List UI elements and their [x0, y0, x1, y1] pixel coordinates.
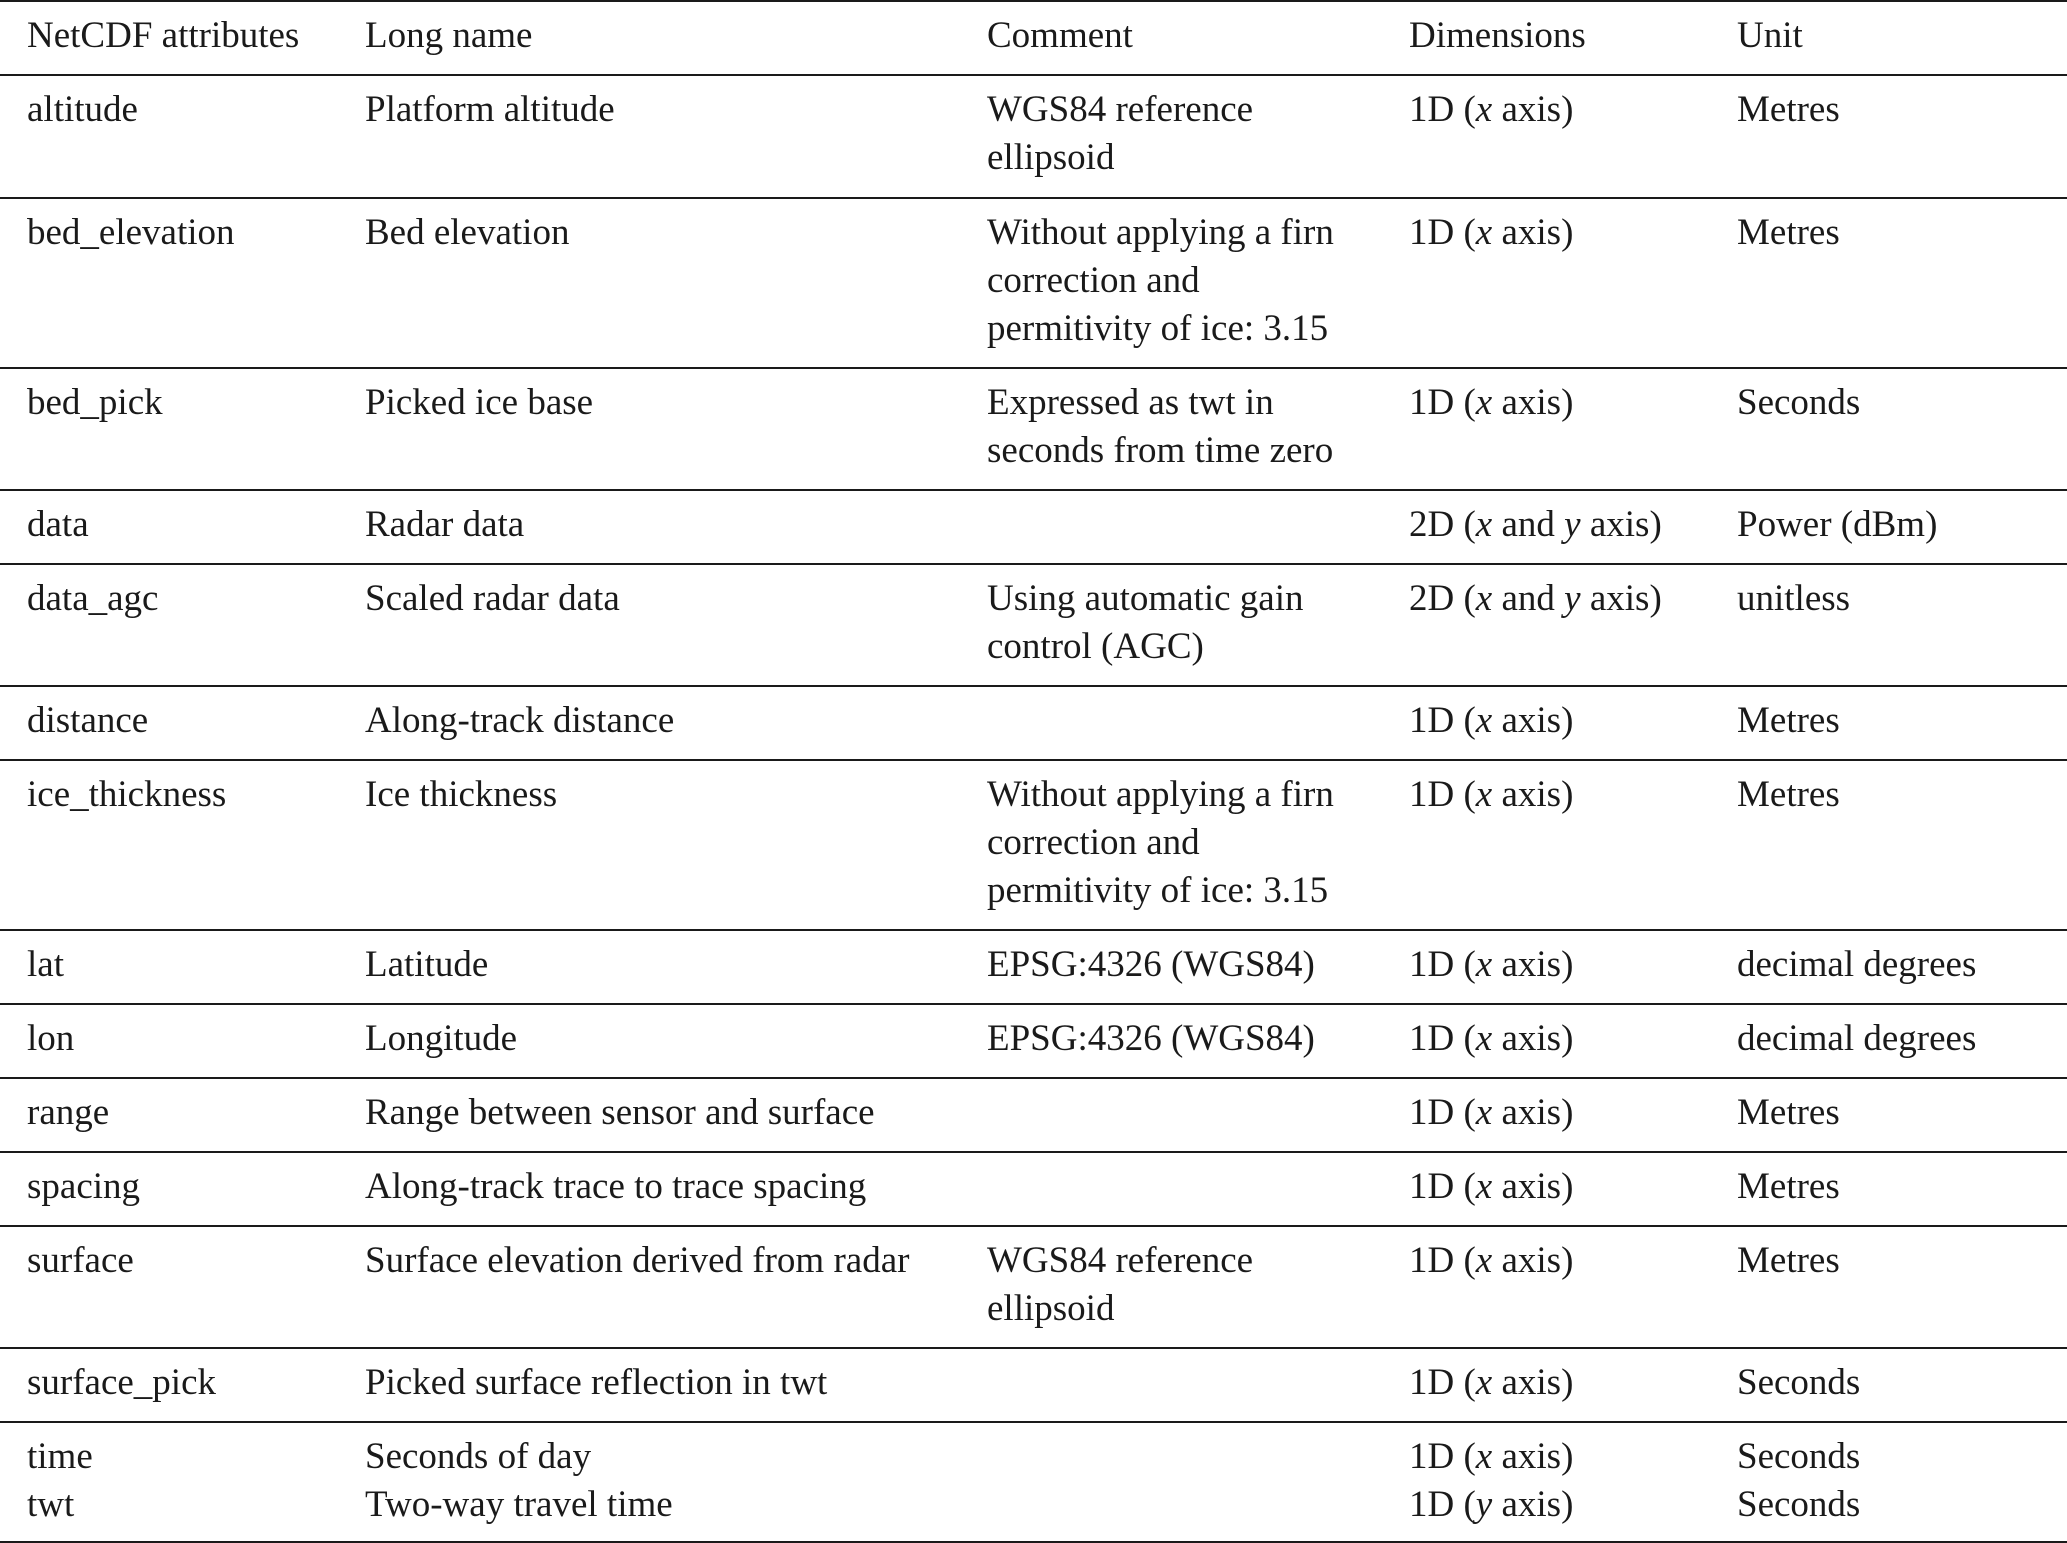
header-row [0, 0, 2067, 74]
dimensions [1409, 771, 1573, 819]
table-row [0, 1433, 2067, 1481]
unit: decimal degrees [1737, 944, 1977, 985]
comment [987, 575, 1304, 671]
long-name: Radar data [365, 504, 525, 545]
dimensions-suffix: axis) [1492, 1240, 1574, 1281]
attribute-name: bed_elevation [27, 212, 235, 253]
header-long-name: Long name [365, 15, 533, 56]
table-row [0, 209, 2067, 349]
table-row [0, 1089, 2067, 1137]
dimensions-axis: x [1475, 1362, 1493, 1403]
attribute-name: ice_thickness [27, 774, 227, 815]
unit: Seconds [1737, 382, 1861, 423]
long-name: Range between sensor and surface [365, 1092, 875, 1133]
long-name: Two-way travel time [365, 1484, 673, 1525]
dimensions-prefix: 1D ( [1409, 382, 1476, 423]
dimensions [1409, 1433, 1573, 1481]
comment-line: correction and [987, 260, 1200, 301]
dimensions-prefix: 1D ( [1409, 700, 1476, 741]
dimensions-prefix: 1D ( [1409, 212, 1476, 253]
dimensions [1409, 941, 1573, 989]
unit: Metres [1737, 774, 1840, 815]
comment-line: seconds from time zero [987, 430, 1334, 471]
dimensions-suffix: axis) [1492, 89, 1574, 130]
comment-line: ellipsoid [987, 1288, 1115, 1329]
long-name: Surface elevation derived from radar [365, 1240, 910, 1281]
dimensions-suffix: axis) [1580, 504, 1662, 545]
dimensions-axis: x [1475, 1436, 1493, 1477]
dimensions-suffix: axis) [1492, 700, 1574, 741]
long-name: Bed elevation [365, 212, 570, 253]
table-row [0, 1163, 2067, 1211]
row-rule [0, 685, 2067, 687]
dimensions-prefix: 1D ( [1409, 1018, 1476, 1059]
table-row [0, 86, 2067, 178]
row-rule [0, 929, 2067, 931]
dimensions-suffix: axis) [1492, 1018, 1574, 1059]
dimensions-prefix: 1D ( [1409, 1436, 1476, 1477]
long-name: Scaled radar data [365, 578, 620, 619]
dimensions-suffix: axis) [1492, 774, 1574, 815]
unit: Metres [1737, 89, 1840, 130]
long-name: Along-track trace to trace spacing [365, 1166, 867, 1207]
dimensions-suffix: axis) [1492, 1092, 1574, 1133]
dimensions-axis: x [1475, 382, 1493, 423]
dimensions-suffix: axis) [1580, 578, 1662, 619]
dimensions-prefix: 1D ( [1409, 774, 1476, 815]
comment-line: Without applying a firn [987, 212, 1334, 253]
dimensions-axis: y [1475, 1484, 1493, 1525]
unit: Metres [1737, 1092, 1840, 1133]
dimensions [1409, 86, 1573, 134]
dimensions-suffix: axis) [1492, 1484, 1574, 1525]
comment [987, 86, 1253, 182]
attribute-name: range [27, 1092, 110, 1133]
comment-line: correction and [987, 822, 1200, 863]
dimensions-suffix: axis) [1492, 1436, 1574, 1477]
dimensions-and: and [1492, 504, 1565, 545]
row-rule [0, 197, 2067, 199]
dimensions-axis: y [1564, 578, 1581, 619]
dimensions [1409, 501, 1662, 549]
unit: Metres [1737, 700, 1840, 741]
dimensions-axis: x [1475, 578, 1493, 619]
dimensions [1409, 1359, 1573, 1407]
row-rule [0, 1347, 2067, 1349]
comment-line: permitivity of ice: 3.15 [987, 870, 1329, 911]
table-row [0, 771, 2067, 911]
dimensions-prefix: 1D ( [1409, 944, 1476, 985]
comment [987, 941, 1315, 989]
attribute-name: surface [27, 1240, 134, 1281]
comment [987, 1237, 1253, 1333]
comment-line: ellipsoid [987, 137, 1115, 178]
row-rule [0, 1421, 2067, 1423]
dimensions-prefix: 1D ( [1409, 1362, 1476, 1403]
dimensions-axis: x [1475, 774, 1493, 815]
dimensions-prefix: 1D ( [1409, 1240, 1476, 1281]
dimensions-axis: y [1564, 504, 1581, 545]
dimensions-axis: x [1475, 504, 1493, 545]
attribute-name: surface_pick [27, 1362, 217, 1403]
dimensions-axis: x [1475, 1166, 1493, 1207]
dimensions [1409, 1015, 1573, 1063]
table-row [0, 1015, 2067, 1063]
header-netcdf-attributes: NetCDF attributes [27, 15, 300, 56]
dimensions-prefix: 1D ( [1409, 1166, 1476, 1207]
dimensions-prefix: 1D ( [1409, 89, 1476, 130]
attribute-name: twt [27, 1484, 75, 1525]
dimensions-suffix: axis) [1492, 382, 1574, 423]
header-dimensions: Dimensions [1409, 15, 1586, 56]
dimensions-suffix: axis) [1492, 212, 1574, 253]
dimensions-axis: x [1475, 89, 1493, 130]
row-rule [0, 489, 2067, 491]
comment [987, 1015, 1315, 1063]
table-row [0, 1359, 2067, 1407]
table-row [0, 575, 2067, 667]
dimensions-prefix: 1D ( [1409, 1484, 1476, 1525]
table-row [0, 1237, 2067, 1329]
table-row [0, 941, 2067, 989]
unit: Power (dBm) [1737, 504, 1938, 545]
unit: Seconds [1737, 1362, 1861, 1403]
attribute-name: spacing [27, 1166, 141, 1207]
attribute-name: lon [27, 1018, 75, 1059]
dimensions [1409, 379, 1573, 427]
dimensions-suffix: axis) [1492, 944, 1574, 985]
row-rule [0, 759, 2067, 761]
dimensions [1409, 1089, 1573, 1137]
header-rule [0, 74, 2067, 76]
table-row [0, 1481, 2067, 1529]
long-name: Picked surface reflection in twt [365, 1362, 828, 1403]
long-name: Along-track distance [365, 700, 675, 741]
long-name: Platform altitude [365, 89, 615, 130]
dimensions-prefix: 1D ( [1409, 1092, 1476, 1133]
unit: Seconds [1737, 1484, 1861, 1525]
attribute-name: data_agc [27, 578, 159, 619]
table-row [0, 379, 2067, 471]
long-name: Seconds of day [365, 1436, 592, 1477]
dimensions-suffix: axis) [1492, 1362, 1574, 1403]
unit: Seconds [1737, 1436, 1861, 1477]
table-row [0, 697, 2067, 745]
dimensions-and: and [1492, 578, 1565, 619]
comment [987, 209, 1334, 353]
header-comment: Comment [987, 15, 1133, 56]
unit: Metres [1737, 1240, 1840, 1281]
comment [987, 379, 1333, 475]
long-name: Ice thickness [365, 774, 558, 815]
attribute-name: altitude [27, 89, 138, 130]
dimensions [1409, 575, 1662, 623]
comment-line: Using automatic gain [987, 578, 1304, 619]
dimensions-axis: x [1475, 700, 1493, 741]
dimensions-axis: x [1475, 1018, 1493, 1059]
long-name: Longitude [365, 1018, 518, 1059]
comment [987, 771, 1334, 915]
attribute-name: time [27, 1436, 93, 1477]
dimensions-prefix: 2D ( [1409, 504, 1476, 545]
comment-line: EPSG:4326 (WGS84) [987, 1018, 1315, 1059]
unit: unitless [1737, 578, 1851, 619]
attribute-name: data [27, 504, 89, 545]
row-rule [0, 1003, 2067, 1005]
comment-line: EPSG:4326 (WGS84) [987, 944, 1315, 985]
row-rule [0, 1225, 2067, 1227]
dimensions [1409, 209, 1573, 257]
dimensions [1409, 697, 1573, 745]
dimensions [1409, 1481, 1573, 1529]
row-rule [0, 1077, 2067, 1079]
attribute-name: bed_pick [27, 382, 163, 423]
comment-line: permitivity of ice: 3.15 [987, 308, 1329, 349]
row-rule [0, 563, 2067, 565]
dimensions-axis: x [1475, 1240, 1493, 1281]
dimensions-axis: x [1475, 944, 1493, 985]
row-rule [0, 1151, 2067, 1153]
unit: Metres [1737, 1166, 1840, 1207]
unit: Metres [1737, 212, 1840, 253]
comment-line: Expressed as twt in [987, 382, 1274, 423]
dimensions-axis: x [1475, 1092, 1493, 1133]
long-name: Picked ice base [365, 382, 594, 423]
dimensions [1409, 1163, 1573, 1211]
long-name: Latitude [365, 944, 489, 985]
unit: decimal degrees [1737, 1018, 1977, 1059]
dimensions-axis: x [1475, 212, 1493, 253]
header-unit: Unit [1737, 15, 1803, 56]
dimensions [1409, 1237, 1573, 1285]
comment-line: WGS84 reference [987, 1240, 1254, 1281]
comment-line: control (AGC) [987, 626, 1204, 667]
comment-line: WGS84 reference [987, 89, 1254, 130]
comment-line: Without applying a firn [987, 774, 1334, 815]
attribute-name: lat [27, 944, 64, 985]
row-rule [0, 367, 2067, 369]
dimensions-suffix: axis) [1492, 1166, 1574, 1207]
attribute-name: distance [27, 700, 149, 741]
table-row [0, 501, 2067, 549]
dimensions-prefix: 2D ( [1409, 578, 1476, 619]
